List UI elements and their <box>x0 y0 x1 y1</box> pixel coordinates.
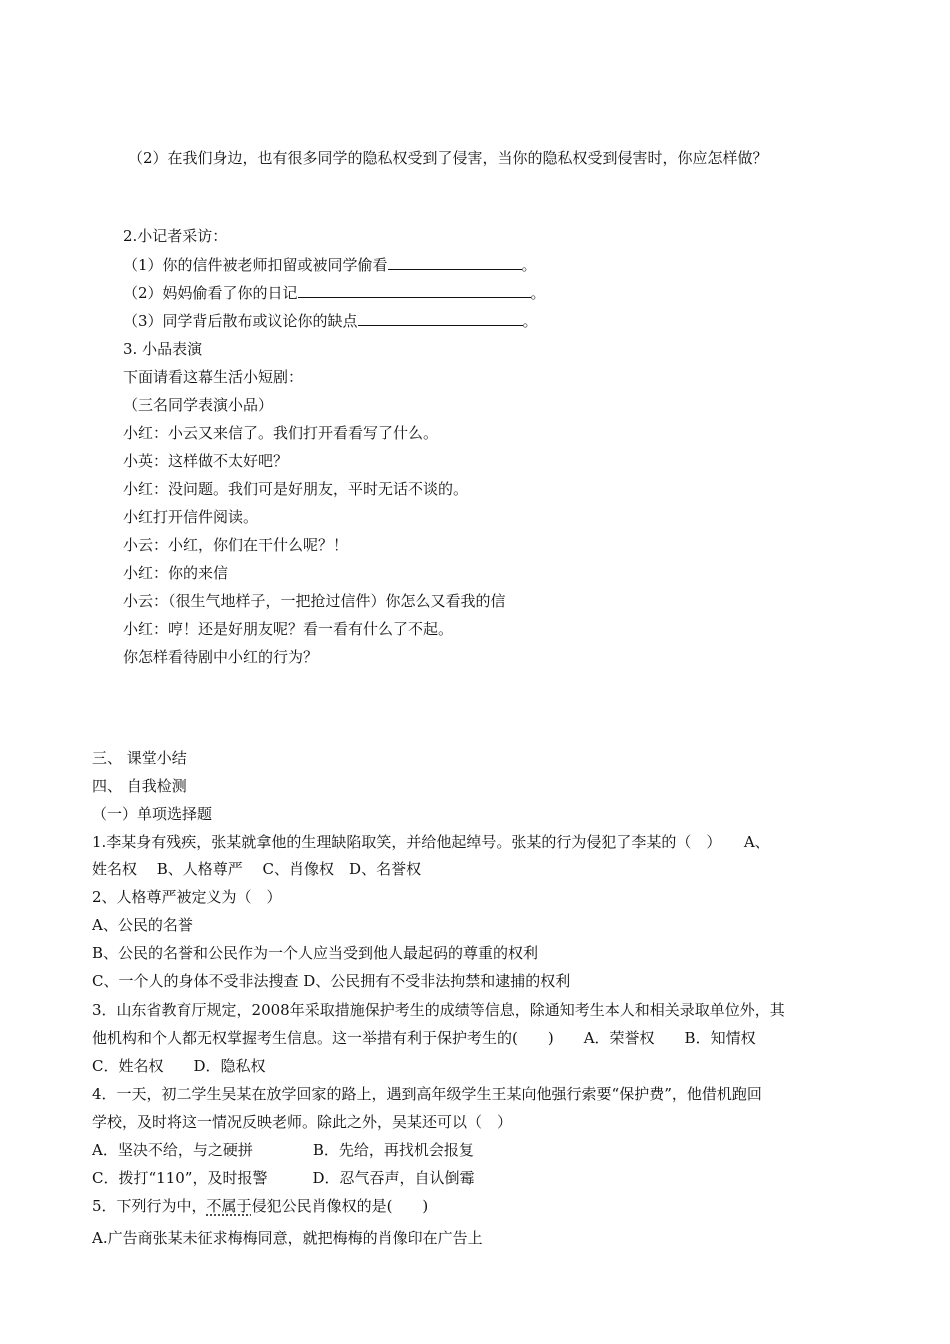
skit-question: 你怎样看待剧中小红的行为？ <box>123 648 319 666</box>
question-5-line <box>92 1196 428 1216</box>
question-2-line: 2、人格尊严被定义为（ ） <box>92 888 282 906</box>
period: 。 <box>530 284 546 302</box>
skit-note: （三名同学表演小品） <box>123 396 274 414</box>
question-2-option-cd: C、一个人的身体不受非法搜查 D、公民拥有不受非法拘禁和逮捕的权利 <box>92 972 571 990</box>
question-3-line: 3．山东省教育厅规定，2008年采取措施保护考生的成绩等信息，除通知考生本人和相关录取单位外，其 <box>92 1001 785 1019</box>
dialogue-line: 小红：你的来信 <box>123 564 229 582</box>
question-3-line: 他机构和个人都无权掌握考生信息。这一举措有利于保护考生的( ) A．荣誉权 B．知情权 <box>92 1029 756 1047</box>
dialogue-line: 小红：没问题。我们可是好朋友，平时无话不谈的。 <box>123 480 469 498</box>
period: 。 <box>521 256 537 274</box>
question-2-text: （2）在我们身边，也有很多同学的隐私权受到了侵害，当你的隐私权受到侵害时，你应怎样做？ <box>128 149 768 167</box>
question-1-line: 1.李某身有残疾，张某就拿他的生理缺陷取笑，并给他起绰号。张某的行为侵犯了李某的（ ） A、 <box>92 833 770 851</box>
question-5-post: 侵犯公民肖像权的是( ) <box>251 1197 429 1215</box>
reporter-item-3-text: （3）同学背后散布或议论你的缺点 <box>123 312 358 330</box>
question-1-options: 姓名权 B、人格尊严 C、肖像权 D、名誉权 <box>92 860 422 878</box>
question-2-option-b: B、公民的名誉和公民作为一个人应当受到他人最起码的尊重的权利 <box>92 944 539 962</box>
reporter-item-1 <box>123 255 537 275</box>
answer-blank-2[interactable] <box>298 283 531 298</box>
dialogue-line: 小云：（很生气地样子，一把抢过信件）你怎么又看我的信 <box>123 592 506 610</box>
question-4-line: 4．一天，初二学生吴某在放学回家的路上，遇到高年级学生王某向他强行索要“保护费”，他借机跑回 <box>92 1085 762 1103</box>
dialogue-line: 小英：这样做不太好吧？ <box>123 452 289 470</box>
dialogue-line: 小红：小云又来信了。我们打开看看写了什么。 <box>123 424 439 442</box>
question-4-line: 学校，及时将这一情况反映老师。除此之外，吴某还可以（ ） <box>92 1113 513 1131</box>
reporter-item-3 <box>123 311 538 331</box>
question-5-option-a: A.广告商张某未征求梅梅同意，就把梅梅的肖像印在广告上 <box>92 1229 483 1247</box>
question-5-emphasis: 不属于 <box>206 1197 252 1215</box>
dialogue-line: 小云：小红，你们在干什么呢？！ <box>123 536 349 554</box>
reporter-title: 2.小记者采访： <box>123 227 228 245</box>
reporter-item-2-text: （2）妈妈偷看了你的日记 <box>123 284 298 302</box>
subsection-heading: （一）单项选择题 <box>92 805 213 823</box>
question-4-options-ab: A．坚决不给，与之硬拼 B．先给，再找机会报复 <box>92 1141 474 1159</box>
question-4-options-cd: C．拨打“110”，及时报警 D．忍气吞声，自认倒霉 <box>92 1169 475 1187</box>
skit-title: 3. 小品表演 <box>123 340 203 358</box>
skit-intro: 下面请看这幕生活小短剧： <box>123 368 304 386</box>
section-4-heading: 四、 自我检测 <box>92 777 187 795</box>
reporter-item-1-text: （1）你的信件被老师扣留或被同学偷看 <box>123 256 388 274</box>
question-2-option-a: A、公民的名誉 <box>92 916 193 934</box>
section-3-heading: 三、 课堂小结 <box>92 749 187 767</box>
period: 。 <box>522 312 538 330</box>
reporter-item-2 <box>123 283 546 303</box>
dialogue-line: 小红打开信件阅读。 <box>123 508 259 526</box>
question-3-options: C．姓名权 D．隐私权 <box>92 1057 266 1075</box>
question-5-pre: 5．下列行为中， <box>92 1197 207 1215</box>
answer-blank-1[interactable] <box>388 255 522 270</box>
answer-blank-3[interactable] <box>358 311 523 326</box>
dialogue-line: 小红：哼！还是好朋友呢？看一看有什么了不起。 <box>123 620 454 638</box>
